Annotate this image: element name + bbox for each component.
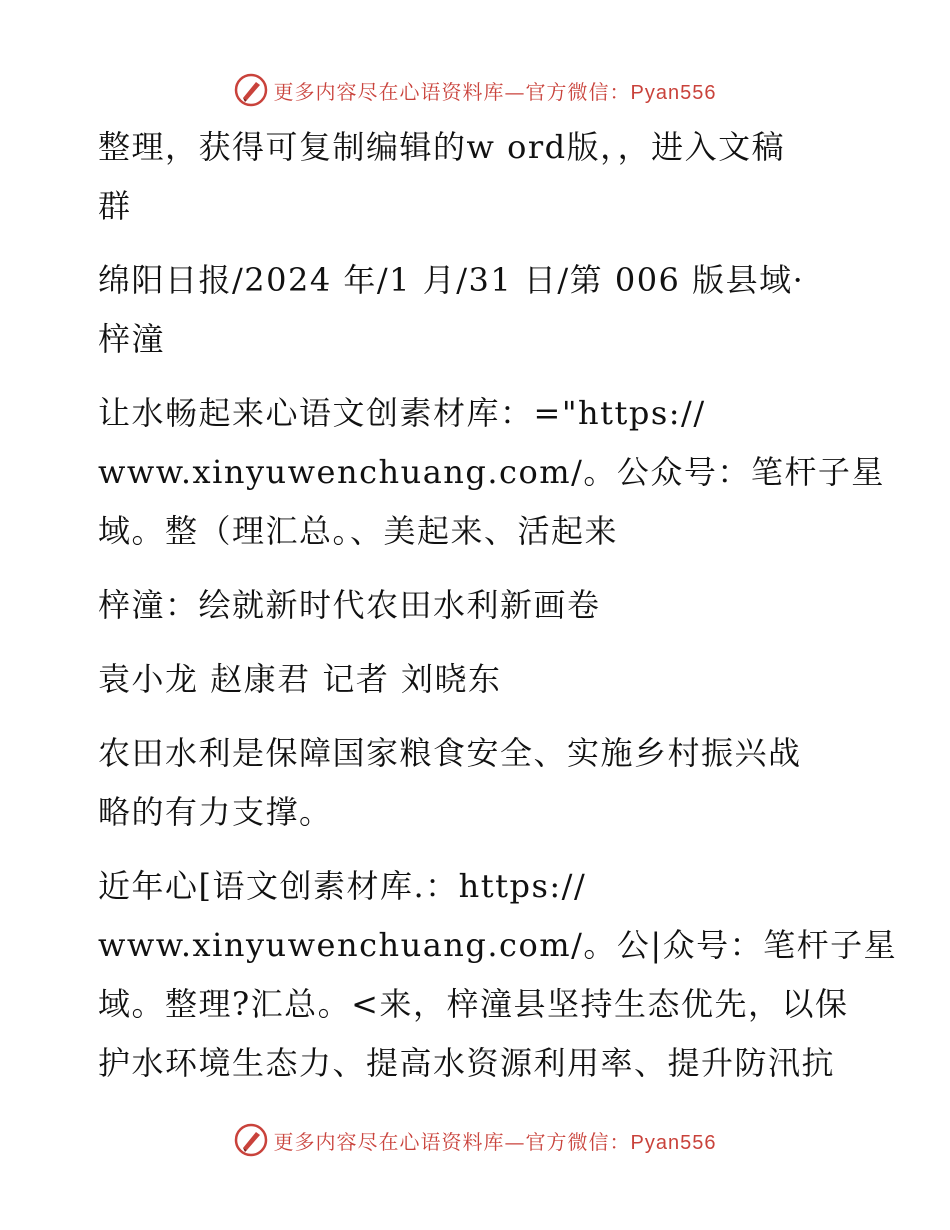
paragraph-line: 近年心[语文创素材库.：https:// xyxy=(98,867,587,905)
paragraph-line: www.xinyuwenchuang.com/。公|众号：笔杆子星 xyxy=(98,926,898,964)
banner-wechat-id: Pyan556 xyxy=(630,1131,717,1154)
paragraph-line: www.xinyuwenchuang.com/。公众号：笔杆子星 xyxy=(98,453,885,491)
paragraph-line: 梓潼 xyxy=(98,320,166,358)
footer-banner xyxy=(0,1120,950,1160)
pen-logo-icon xyxy=(234,73,268,107)
paragraph-line: 略的有力支撑。 xyxy=(98,793,333,831)
paragraph xyxy=(98,576,858,635)
paragraph-line: 绵阳日报/2024 年/1 月/31 日/第 006 版县域· xyxy=(98,261,805,299)
banner-label: 更多内容尽在心语资料库—官方微信： xyxy=(273,79,631,104)
pen-logo-icon xyxy=(234,1123,268,1157)
banner-text xyxy=(274,76,717,105)
paragraph xyxy=(98,384,885,561)
paragraph-line: 护水环境生态力、提高水资源利用率、提升防汛抗 xyxy=(98,1044,836,1082)
paragraph-line: 梓潼：绘就新时代农田水利新画卷 xyxy=(98,586,601,624)
banner-label: 更多内容尽在心语资料库—官方微信： xyxy=(273,1129,631,1154)
paragraph xyxy=(98,251,858,369)
paragraph-line: 农田水利是保障国家粮食安全、实施乡村振兴战 xyxy=(98,734,802,772)
header-banner xyxy=(0,70,950,110)
paragraph xyxy=(98,857,898,1093)
paragraph xyxy=(98,724,858,842)
paragraph xyxy=(98,118,858,236)
paragraph-line: 袁小龙 赵康君 记者 刘晓东 xyxy=(98,660,502,698)
banner-text xyxy=(274,1126,717,1155)
paragraph-line: 域。整理?汇总。<来，梓潼县坚持生态优先，以保 xyxy=(98,985,849,1023)
banner-wechat-id: Pyan556 xyxy=(630,81,717,104)
paragraph-line: 让水畅起来心语文创素材库：="https:// xyxy=(98,394,706,432)
article-body xyxy=(98,118,898,1108)
paragraph-line: 群 xyxy=(98,187,132,225)
paragraph-line: 整理，获得可复制编辑的w ord版，，进入文稿 xyxy=(98,128,786,166)
paragraph xyxy=(98,650,858,709)
paragraph-line: 域。整（理汇总。、美起来、活起来 xyxy=(98,512,619,550)
